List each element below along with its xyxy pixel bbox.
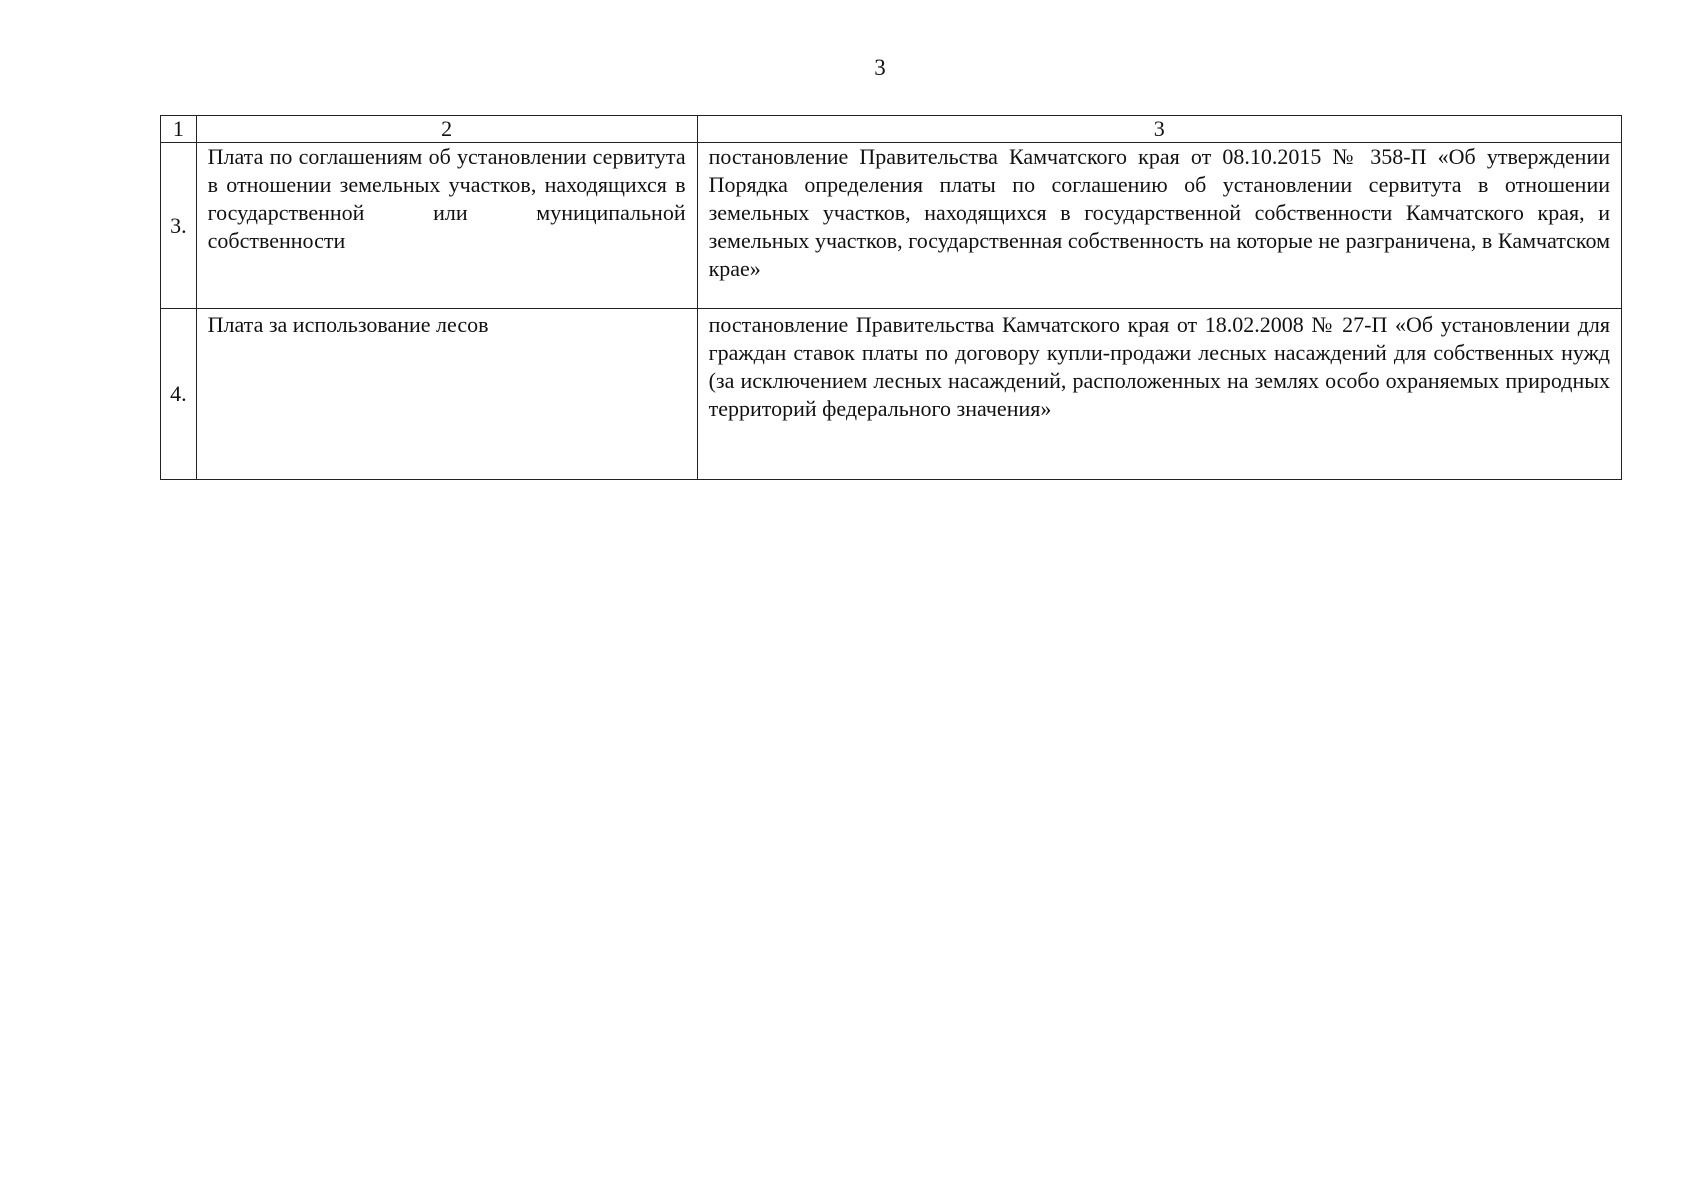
header-cell-3: 3 [697, 116, 1621, 143]
legal-act: постановление Правительства Камчатского края от 18.02.2008 № 27-П «Об установлении для граждан ставок платы по договору купли-продажи лесных насаждений для собственных нужд (за исключением лесных насаждений, расположенных на землях особо охраняемых природных территорий федерального значения» [697, 309, 1621, 480]
table-row [161, 309, 1622, 480]
table-row [161, 143, 1622, 309]
legal-act: постановление Правительства Камчатского края от 08.10.2015 № 358-П «Об утверждении Порядка определения платы по соглашению об установлении сервитута в отношении земельных участков, находящихся в государственной собственности Камчатского края, и земельных участков, государственная собственность на которые не разграничена, в Камчатском крае» [697, 143, 1621, 309]
payments-table [160, 115, 1622, 480]
table-header-row [161, 116, 1622, 143]
row-number: 4. [161, 309, 197, 480]
row-number: 3. [161, 143, 197, 309]
payment-name: Плата за использование лесов [196, 309, 697, 480]
header-cell-1: 1 [161, 116, 197, 143]
page-number: 3 [874, 55, 886, 80]
header-cell-2: 2 [196, 116, 697, 143]
payment-name: Плата по соглашениям об установлении сервитута в отношении земельных участков, находящихся в государственной или муниципальной собственности [196, 143, 697, 309]
